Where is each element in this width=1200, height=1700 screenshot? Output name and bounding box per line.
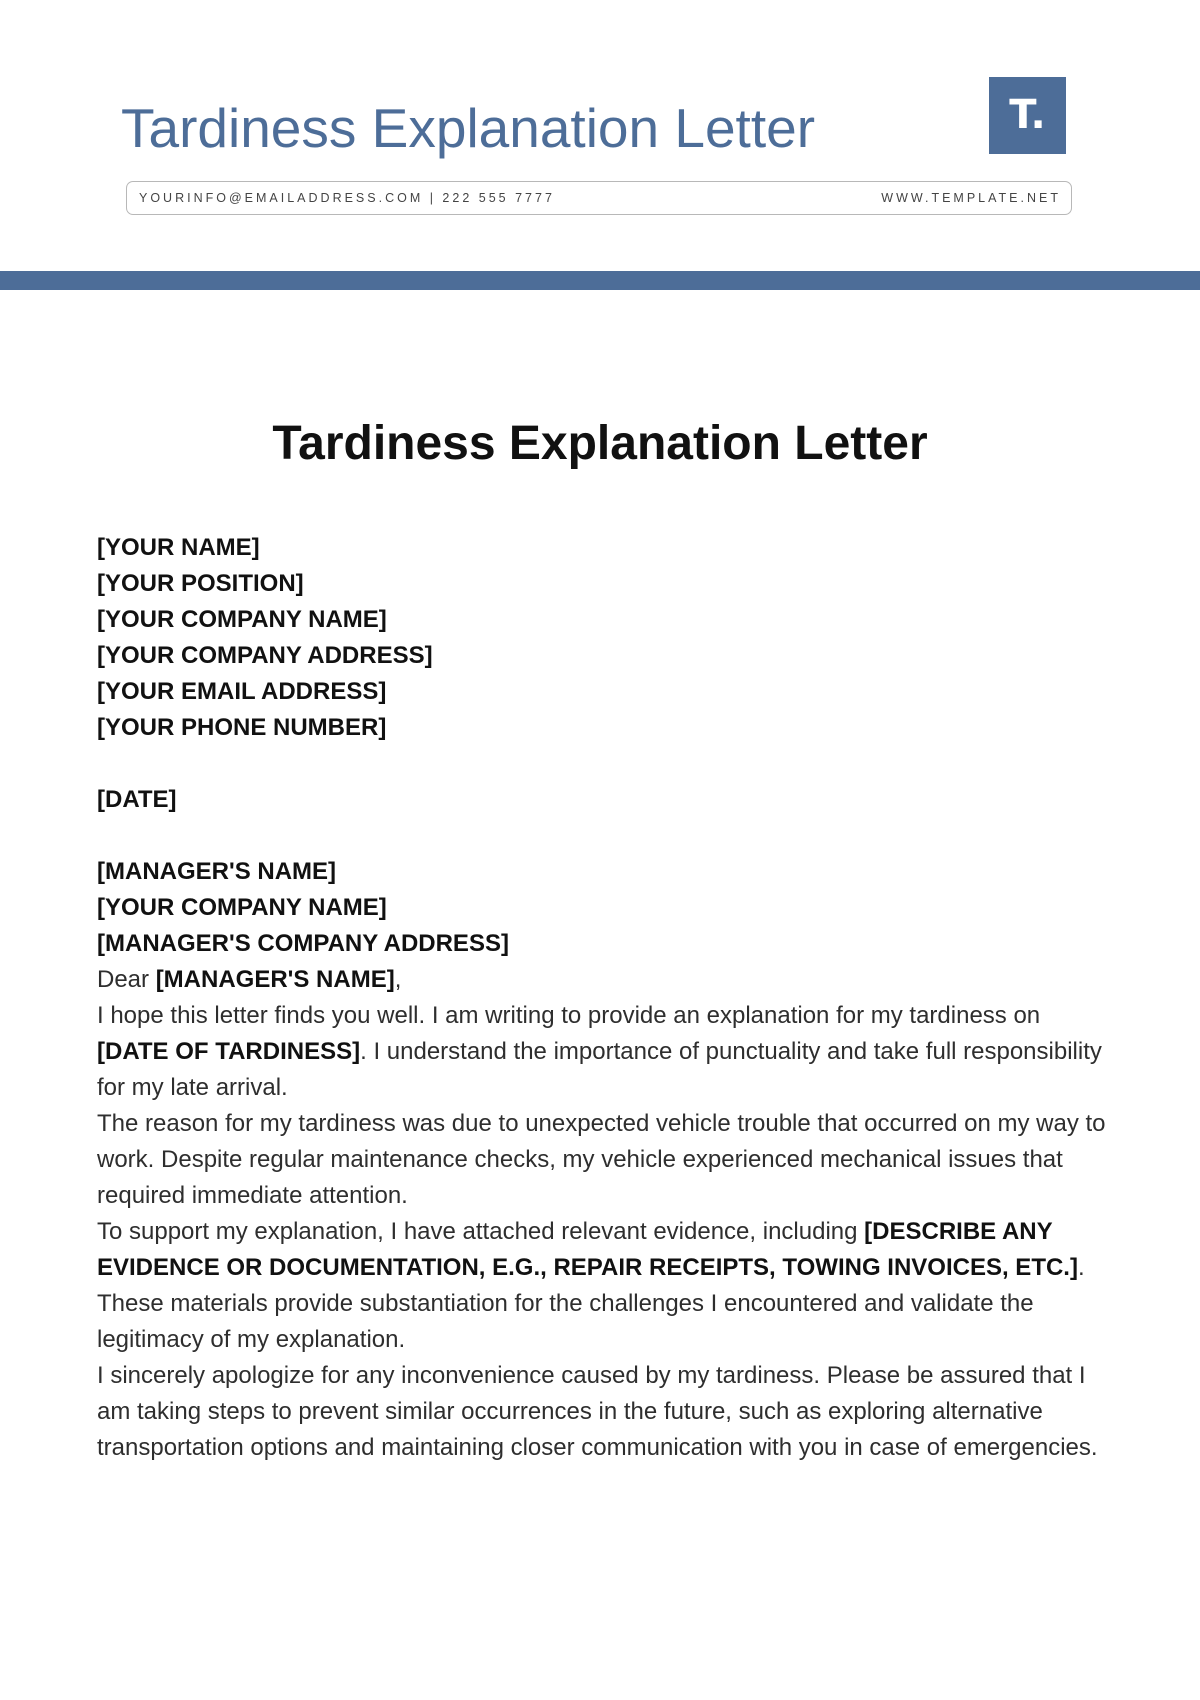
paragraph-evidence-text: To support my explanation, I have attached relevant evidence, including: [97, 1218, 865, 1245]
sender-company-address: [YOUR COMPANY ADDRESS]: [97, 642, 433, 669]
letter-date: [DATE]: [97, 786, 177, 813]
paragraph-intro-text: I hope this letter finds you well. I am writing to provide an explanation for my tardiness on: [97, 1002, 1041, 1029]
sender-phone: [YOUR PHONE NUMBER]: [97, 714, 387, 741]
date-of-tardiness-placeholder: [DATE OF TARDINESS]: [97, 1038, 361, 1065]
sender-company-name: [YOUR COMPANY NAME]: [97, 606, 387, 633]
paragraph-evidence-text-end: . These materials provide substantiation for the challenges I encountered and validate the legitimacy of my explanation.: [97, 1254, 1085, 1353]
contact-bar: [126, 181, 1072, 215]
template-logo: T.: [989, 77, 1066, 154]
sender-email: [YOUR EMAIL ADDRESS]: [97, 678, 387, 705]
evidence-placeholder: [DESCRIBE ANY EVIDENCE OR DOCUMENTATION, E.G., REPAIR RECEIPTS, TOWING INVOICES, ETC.]: [97, 1218, 1078, 1281]
recipient-company-name: [YOUR COMPANY NAME]: [97, 894, 387, 921]
letter-body: [97, 530, 1107, 1466]
salutation-name: [MANAGER'S NAME]: [155, 966, 395, 993]
paragraph-intro-text-end: . I understand the importance of punctuality and take full responsibility for my late arrival.: [97, 1038, 1102, 1101]
paragraph-apology: I sincerely apologize for any inconvenience caused by my tardiness. Please be assured that I am taking steps to prevent similar occurrences in the future, such as exploring alternative transportation options and maintaining closer communication with you in case of emergencies.: [97, 1362, 1098, 1461]
sender-block: [97, 530, 1107, 746]
contact-email-phone: YOURINFO@EMAILADDRESS.COM | 222 555 7777: [139, 191, 555, 205]
recipient-name: [MANAGER'S NAME]: [97, 858, 337, 885]
salutation-prefix: Dear: [97, 966, 156, 993]
sender-name: [YOUR NAME]: [97, 534, 260, 561]
contact-website: WWW.TEMPLATE.NET: [881, 191, 1061, 205]
salutation-suffix: ,: [394, 966, 402, 993]
recipient-company-address: [MANAGER'S COMPANY ADDRESS]: [97, 930, 509, 957]
paragraph-reason: The reason for my tardiness was due to unexpected vehicle trouble that occurred on my way to work. Despite regular maintenance checks, my vehicle experienced mechanical issues that required immediate attention.: [97, 1110, 1106, 1209]
recipient-block: [97, 854, 1107, 962]
paragraph-intro: [97, 998, 1107, 1106]
salutation: [97, 962, 1107, 998]
paragraph-evidence: [97, 1214, 1107, 1358]
accent-divider: [0, 271, 1200, 290]
letter-title: Tardiness Explanation Letter: [272, 417, 928, 470]
sender-position: [YOUR POSITION]: [97, 570, 304, 597]
date-block: [97, 782, 1107, 818]
header-title: Tardiness Explanation Letter: [121, 97, 816, 159]
